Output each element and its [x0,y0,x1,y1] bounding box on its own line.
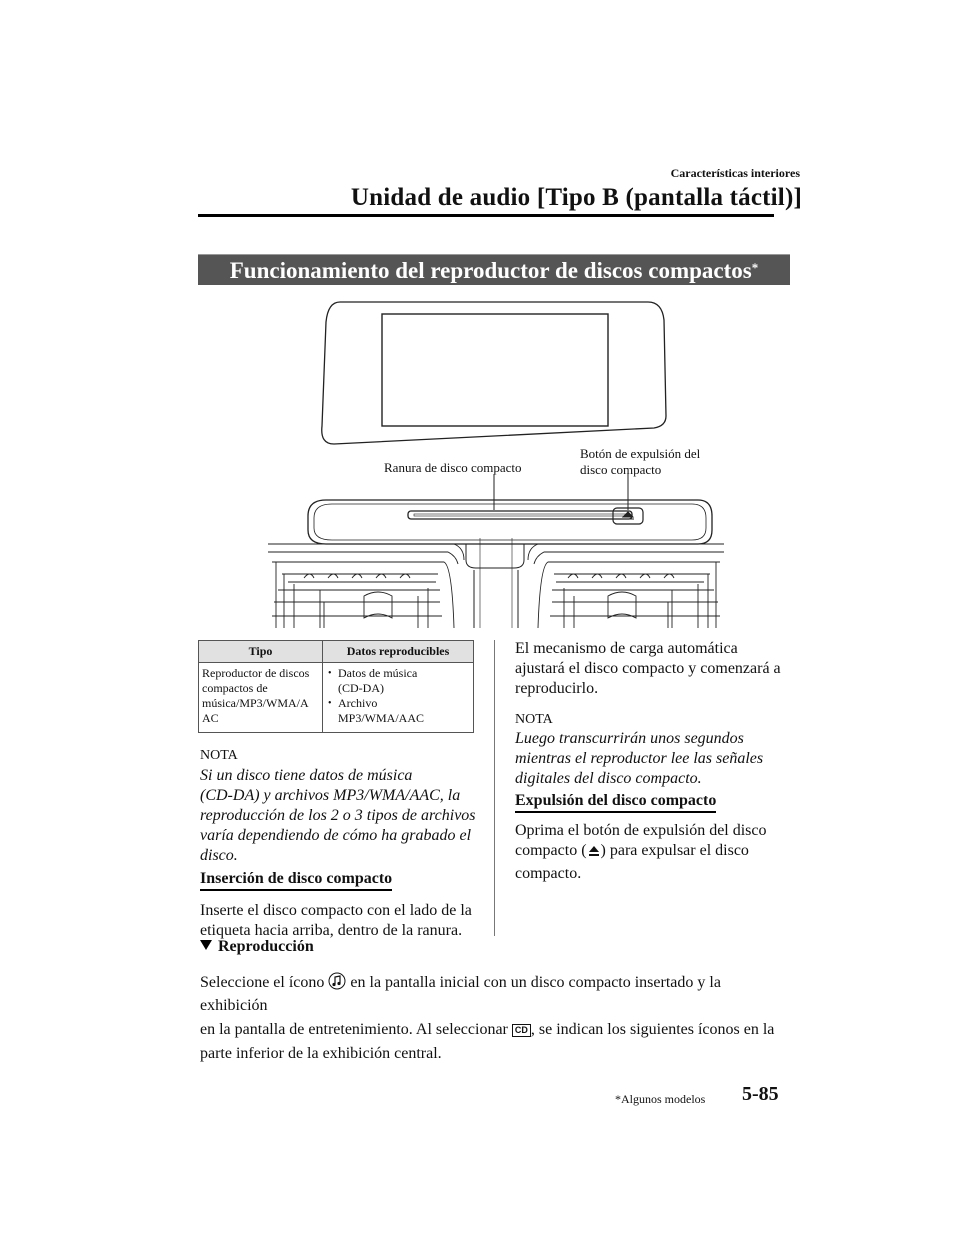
callout-eject-button [580,446,700,478]
insert-text: Inserte el disco compacto con el lado de la etiqueta hacia arriba, dentro de la ranura. [200,902,472,939]
callout-eject-line2: disco compacto [580,462,662,477]
header-category: Características interiores [670,166,800,180]
eject-heading: Expulsión del disco compacto [515,792,716,813]
section-title: Funcionamiento del reproductor de discos compactos [229,258,752,283]
callout-disc-slot: Ranura de disco compacto [384,460,522,475]
display-screen [382,314,608,426]
center-column [466,544,524,568]
right-intro-text: El mecanismo de carga automática ajustará el disco compacto y comenzará a reproducirlo. [515,640,781,697]
playback-heading-row [200,937,314,957]
bottom-paragraph: Seleccione el ícono en la pantalla inicial con un disco compacto insertado y la exhibición en la pantalla de entretenimiento. Al seleccionar CD , se indican los siguientes íconos en la parte inferior de la exhibición central. [200,974,775,1062]
section-title-mark: * [751,260,759,275]
audio-unit-illustration [268,298,724,628]
footer-note: *Algunos modelos [615,1092,706,1106]
header-rule [198,214,774,217]
right-air-vent [528,544,724,628]
triangle-bullet-icon [200,940,212,950]
table-cell-type: Reproductor de discos compactos de música/MP3/WMA/A AC [199,663,323,733]
list-item: • Datos de música (CD-DA) [326,666,470,696]
table-header-data: Datos reproducibles [323,641,474,663]
left-note-label: NOTA [200,748,238,763]
disc-slot [408,511,632,519]
playable-data-table [198,640,474,733]
page-number: 5-85 [742,1083,779,1105]
insert-heading: Inserción de disco compacto [200,870,392,891]
right-note-label: NOTA [515,712,553,727]
callout-eject-line1: Botón de expulsión del [580,446,701,461]
cd-unit-housing [308,500,712,544]
column-divider [494,640,495,936]
list-item: • Archivo MP3/WMA/AAC [326,696,470,726]
playback-heading: Reproducción [218,938,314,955]
music-note-icon [328,972,346,996]
eject-icon [587,844,601,864]
table-cell-data [323,663,474,733]
header-title: Unidad de audio [Tipo B (pantalla táctil)] [350,184,802,211]
eject-text: Oprima el botón de expulsión del disco compacto ( ) para expulsar el disco compacto. [515,822,767,882]
left-note-text: Si un disco tiene datos de música (CD-DA) y archivos MP3/WMA/AAC, la reproducción de los 2 o 3 tipos de archivos varía dependiendo de cómo ha grabado el disco. [200,767,476,864]
cd-icon: CD [512,1024,531,1037]
section-banner [198,254,790,285]
table-row [199,663,474,733]
display-outline [322,302,666,444]
left-air-vent [268,544,464,628]
table-header-type: Tipo [199,641,323,663]
right-note-text: Luego transcurrirán unos segundos mientras el reproductor lee las señales digitales del disco compacto. [515,730,764,787]
